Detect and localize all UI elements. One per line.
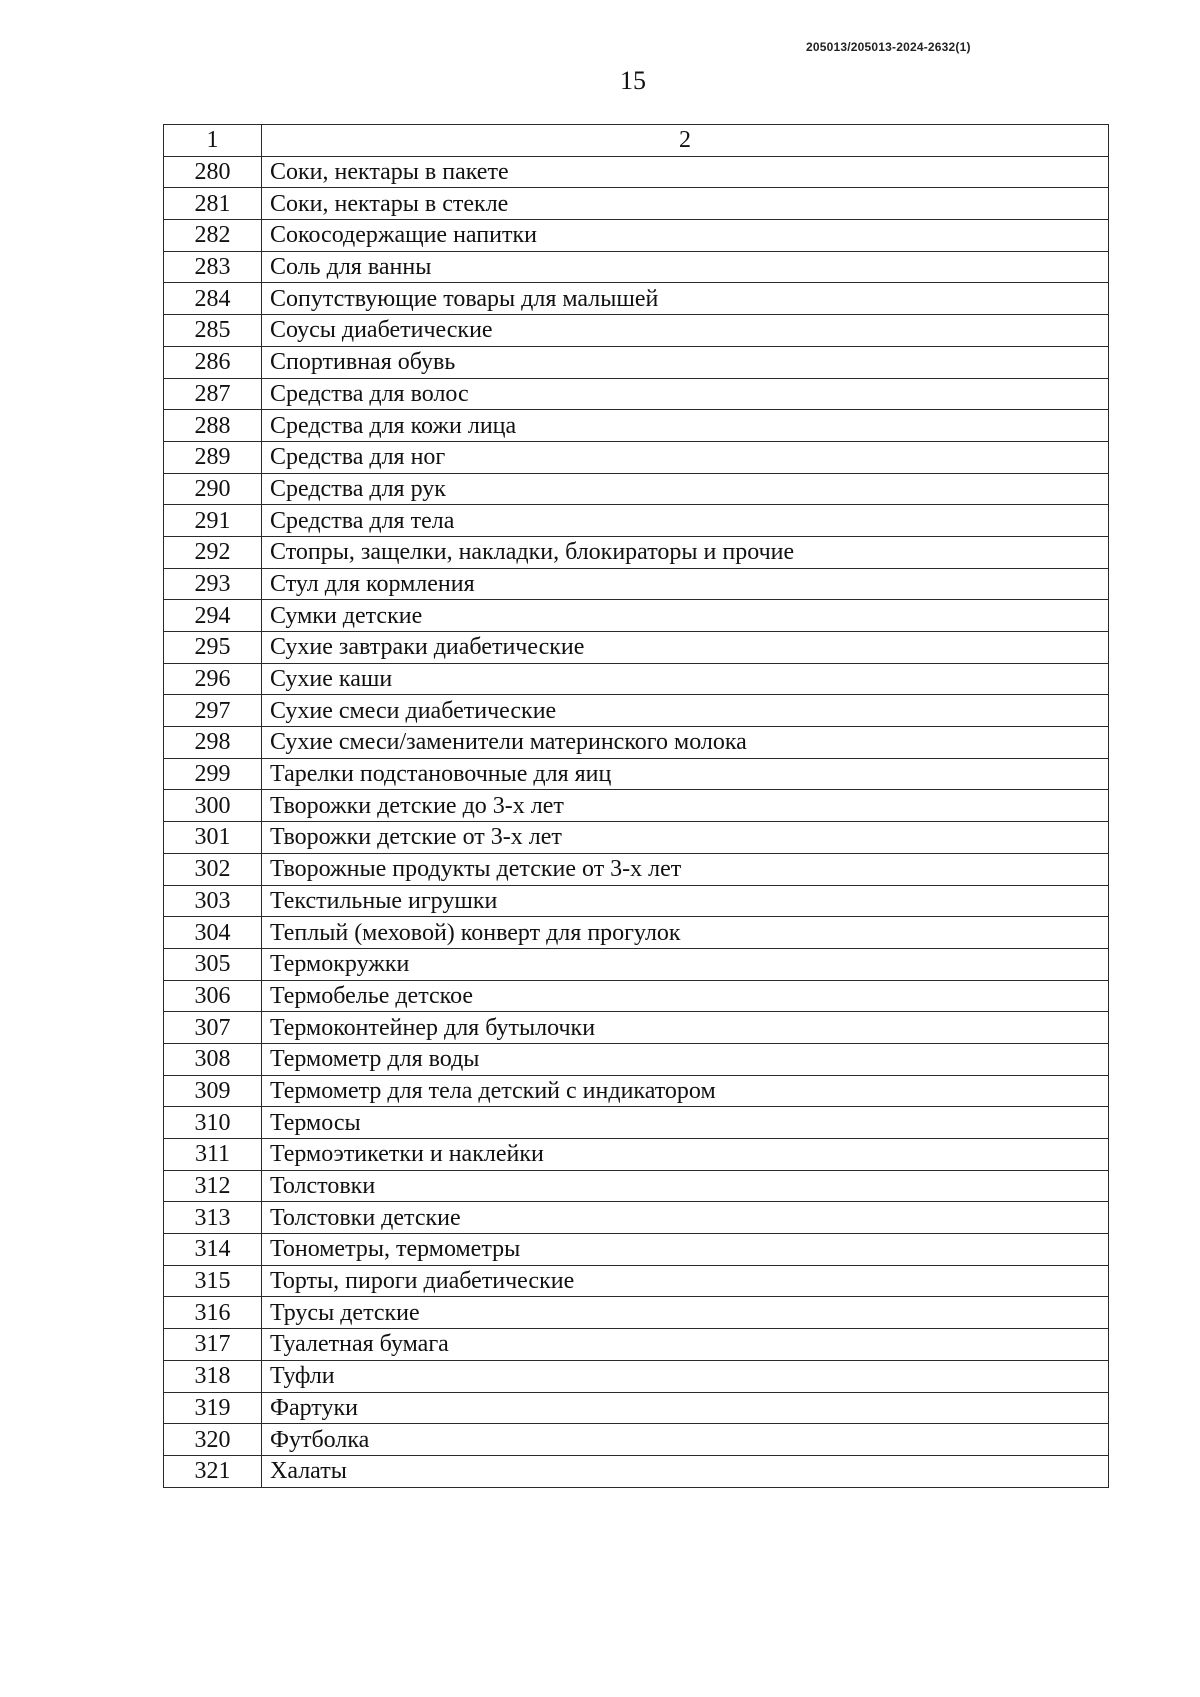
row-name-cell: Термокружки [262, 948, 1109, 980]
row-name-cell: Средства для волос [262, 378, 1109, 410]
row-name-cell: Халаты [262, 1455, 1109, 1487]
row-number-cell: 309 [164, 1075, 262, 1107]
table-row [164, 473, 1109, 505]
column-header-name: 2 [262, 125, 1109, 157]
table-row [164, 188, 1109, 220]
table-row [164, 410, 1109, 442]
row-number-cell: 300 [164, 790, 262, 822]
row-name-cell: Спортивная обувь [262, 346, 1109, 378]
table-row [164, 283, 1109, 315]
row-number-cell: 295 [164, 632, 262, 664]
row-name-cell: Сокосодержащие напитки [262, 220, 1109, 252]
row-name-cell: Торты, пироги диабетические [262, 1265, 1109, 1297]
row-number-cell: 302 [164, 853, 262, 885]
row-name-cell: Сухие завтраки диабетические [262, 632, 1109, 664]
table-body [164, 156, 1109, 1487]
row-number-cell: 315 [164, 1265, 262, 1297]
row-number-cell: 299 [164, 758, 262, 790]
row-name-cell: Средства для рук [262, 473, 1109, 505]
row-name-cell: Термоконтейнер для бутылочки [262, 1012, 1109, 1044]
row-name-cell: Термоэтикетки и наклейки [262, 1139, 1109, 1171]
row-name-cell: Стопры, защелки, накладки, блокираторы и прочие [262, 536, 1109, 568]
row-number-cell: 305 [164, 948, 262, 980]
row-name-cell: Сухие смеси диабетические [262, 695, 1109, 727]
row-number-cell: 320 [164, 1424, 262, 1456]
row-number-cell: 321 [164, 1455, 262, 1487]
row-name-cell: Средства для кожи лица [262, 410, 1109, 442]
table-row [164, 600, 1109, 632]
row-number-cell: 318 [164, 1360, 262, 1392]
table-row [164, 727, 1109, 759]
table-row [164, 1075, 1109, 1107]
table-row [164, 1139, 1109, 1171]
row-number-cell: 294 [164, 600, 262, 632]
table-row [164, 1202, 1109, 1234]
row-name-cell: Толстовки [262, 1170, 1109, 1202]
row-number-cell: 280 [164, 156, 262, 188]
row-name-cell: Стул для кормления [262, 568, 1109, 600]
row-number-cell: 310 [164, 1107, 262, 1139]
row-name-cell: Сухие каши [262, 663, 1109, 695]
table-row [164, 853, 1109, 885]
table-row [164, 568, 1109, 600]
table-row [164, 1297, 1109, 1329]
row-name-cell: Тонометры, термометры [262, 1234, 1109, 1266]
row-name-cell: Теплый (меховой) конверт для прогулок [262, 917, 1109, 949]
table-row [164, 790, 1109, 822]
page-number: 15 [620, 66, 646, 95]
row-name-cell: Текстильные игрушки [262, 885, 1109, 917]
row-name-cell: Футболка [262, 1424, 1109, 1456]
row-number-cell: 316 [164, 1297, 262, 1329]
row-number-cell: 307 [164, 1012, 262, 1044]
row-number-cell: 283 [164, 251, 262, 283]
table-row [164, 822, 1109, 854]
row-name-cell: Тарелки подстановочные для яиц [262, 758, 1109, 790]
table-row [164, 980, 1109, 1012]
table-row [164, 948, 1109, 980]
row-number-cell: 317 [164, 1329, 262, 1361]
table-row [164, 1043, 1109, 1075]
row-number-cell: 286 [164, 346, 262, 378]
row-number-cell: 314 [164, 1234, 262, 1266]
row-name-cell: Творожки детские от 3-х лет [262, 822, 1109, 854]
row-name-cell: Соль для ванны [262, 251, 1109, 283]
table-row [164, 536, 1109, 568]
table-row [164, 758, 1109, 790]
row-number-cell: 306 [164, 980, 262, 1012]
row-number-cell: 311 [164, 1139, 262, 1171]
table-row [164, 251, 1109, 283]
table-row [164, 1012, 1109, 1044]
row-name-cell: Трусы детские [262, 1297, 1109, 1329]
row-number-cell: 284 [164, 283, 262, 315]
row-number-cell: 301 [164, 822, 262, 854]
table-header-row [164, 125, 1109, 157]
row-name-cell: Термобелье детское [262, 980, 1109, 1012]
row-number-cell: 287 [164, 378, 262, 410]
table-row [164, 1329, 1109, 1361]
table-row [164, 1455, 1109, 1487]
row-name-cell: Соки, нектары в стекле [262, 188, 1109, 220]
table-row [164, 695, 1109, 727]
row-number-cell: 319 [164, 1392, 262, 1424]
table-row [164, 632, 1109, 664]
table-row [164, 315, 1109, 347]
table-row [164, 885, 1109, 917]
document-id: 205013/205013-2024-2632(1) [806, 40, 971, 54]
table-row [164, 663, 1109, 695]
row-number-cell: 291 [164, 505, 262, 537]
table-row [164, 346, 1109, 378]
row-name-cell: Толстовки детские [262, 1202, 1109, 1234]
row-number-cell: 303 [164, 885, 262, 917]
row-number-cell: 281 [164, 188, 262, 220]
row-name-cell: Термосы [262, 1107, 1109, 1139]
table-row [164, 1265, 1109, 1297]
table-row [164, 505, 1109, 537]
row-number-cell: 289 [164, 441, 262, 473]
row-name-cell: Туалетная бумага [262, 1329, 1109, 1361]
row-name-cell: Фартуки [262, 1392, 1109, 1424]
table-row [164, 1424, 1109, 1456]
row-number-cell: 288 [164, 410, 262, 442]
table-row [164, 1170, 1109, 1202]
table-row [164, 1360, 1109, 1392]
row-number-cell: 290 [164, 473, 262, 505]
row-name-cell: Средства для тела [262, 505, 1109, 537]
table-row [164, 378, 1109, 410]
table-row [164, 917, 1109, 949]
row-number-cell: 297 [164, 695, 262, 727]
table-row [164, 1392, 1109, 1424]
row-name-cell: Туфли [262, 1360, 1109, 1392]
row-number-cell: 312 [164, 1170, 262, 1202]
row-name-cell: Сумки детские [262, 600, 1109, 632]
row-name-cell: Творожки детские до 3-х лет [262, 790, 1109, 822]
row-number-cell: 298 [164, 727, 262, 759]
row-number-cell: 296 [164, 663, 262, 695]
row-name-cell: Сопутствующие товары для малышей [262, 283, 1109, 315]
row-name-cell: Творожные продукты детские от 3-х лет [262, 853, 1109, 885]
table-row [164, 220, 1109, 252]
row-name-cell: Термометр для воды [262, 1043, 1109, 1075]
table-row [164, 1234, 1109, 1266]
table-row [164, 441, 1109, 473]
row-number-cell: 285 [164, 315, 262, 347]
table-row [164, 1107, 1109, 1139]
goods-table [163, 124, 1109, 1488]
column-header-number: 1 [164, 125, 262, 157]
row-name-cell: Соки, нектары в пакете [262, 156, 1109, 188]
table-row [164, 156, 1109, 188]
row-number-cell: 293 [164, 568, 262, 600]
row-number-cell: 308 [164, 1043, 262, 1075]
row-number-cell: 282 [164, 220, 262, 252]
row-name-cell: Соусы диабетические [262, 315, 1109, 347]
row-number-cell: 292 [164, 536, 262, 568]
row-name-cell: Средства для ног [262, 441, 1109, 473]
row-number-cell: 304 [164, 917, 262, 949]
row-name-cell: Термометр для тела детский с индикатором [262, 1075, 1109, 1107]
row-number-cell: 313 [164, 1202, 262, 1234]
row-name-cell: Сухие смеси/заменители материнского молока [262, 727, 1109, 759]
